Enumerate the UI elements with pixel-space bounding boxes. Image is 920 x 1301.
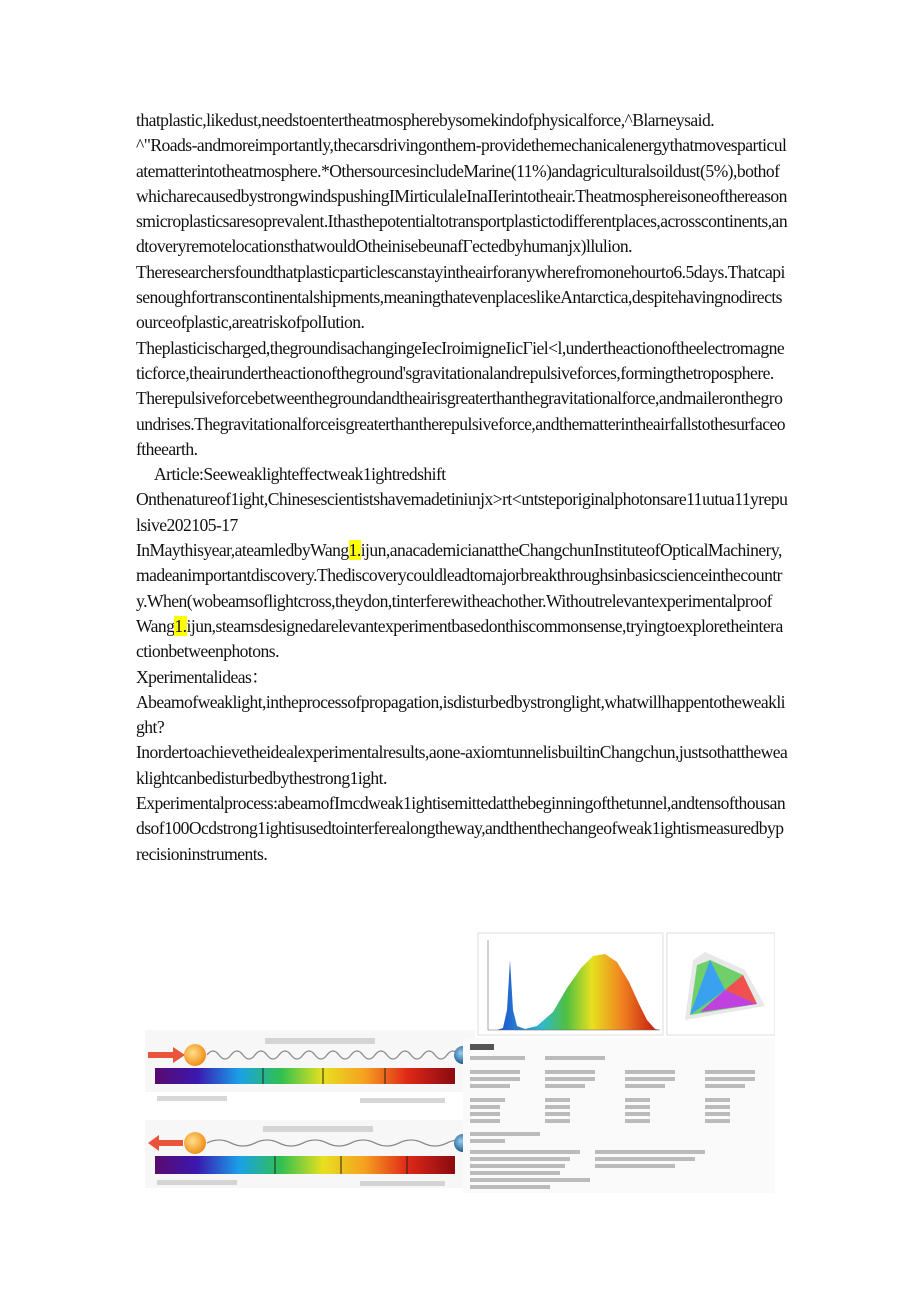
cie-diagram <box>667 933 775 1035</box>
text-run: ijun,anacademicianattheChangchunInstituteofOpticalMachinery,madeanimportantdiscovery.Thediscoverycouldleadtomajorbreakthroughsinbasicscienceinthecountry.When(wobeamsoflightcross,theydon,tinterferewitheachother.WithoutrelevantexperimentalproofWang <box>136 540 782 636</box>
text-run: ijun,steamsdesignedarelevantexperimentbasedonthiscommonsense,tryingtoexploretheinteractionbetweenphotons. <box>136 615 783 662</box>
paragraph: Therepulsiveforcebetweenthegroundandtheairisgreaterthanthegravitationalforce,andmaileronthegroundrises.Thegravitationalforceisgreaterthantherepulsiveforce,andthematterintheairfallstothesurfaceoftheearth. <box>136 388 785 459</box>
highlight: 1. <box>348 540 361 561</box>
article-heading: Article:Seeweaklighteffectweak1ightredshift <box>154 464 446 485</box>
figure-composite <box>145 930 775 1200</box>
sun-icon <box>184 1132 206 1154</box>
paragraph: Inordertoachievetheidealexperimentalresults,aone-axiomtunnelisbuiltinChangchun,justsothattheweaklightcanbedisturbedbythestrong1ight. <box>136 742 788 788</box>
emission-spectrum <box>478 933 663 1035</box>
blueshift-diagram <box>145 1030 483 1103</box>
paragraph: Theplasticischarged,thegroundisachangingeIecIroimigneIicΓiel<l,undertheactionoftheelectromagneticforce,theairundertheactionoftheground'sgravitationalandrepulsiveforces,formingthetroposphere. <box>136 337 785 383</box>
spectrum-bar <box>155 1068 455 1084</box>
measurement-table <box>463 1038 775 1193</box>
redshift-diagram <box>145 1120 475 1188</box>
sun-icon <box>184 1044 206 1066</box>
paragraph: ^"Roads-andmoreimportantly,thecarsdrivingonthem-providethemechanicalenergythatmovesparticulatematterintotheatmosphere.*OthersourcesincludeMarine(11%)andagriculturalsoildust(5%),bothofwhicharecausedbystrongwindspushingIMirticulaleInaIIerintotheair.Theatmosphereisoneofthereasonsmicroplasticsaresoprevalent.Ithasthepotentialtotransportplastictodifferentplaces,acrosscontinents,andtoveryremotelocationsthatwouldOtheinisebeunafΓectedbyhumanjx)llulion. <box>136 135 788 257</box>
spectrum-bar <box>155 1156 455 1174</box>
highlight: 1. <box>174 615 187 636</box>
figure-illustration <box>145 930 775 1200</box>
paragraph: Onthenatureof1ight,Chinesescientistshavemadetiniιnjx>rt<ιntsteporiginalphotonsare11ιutua11yrepulsive202105-17 <box>136 489 788 535</box>
paragraph: Abeamofweaklight,intheprocessofpropagation,isdisturbedbystronglight,whatwillhappentotheweaklight? <box>136 691 786 738</box>
paragraph: Experimentalprocess:abeamofImcdweak1ightisemittedatthebeginningofthetunnel,andtensofthousandsof100Ocdstrong1ightisusedtointerferealongtheway,andthenthechangeofweak1ightismeasuredbyprecisioninstruments. <box>136 793 786 864</box>
paragraph: Theresearchersfoundthatplasticparticlescanstayintheairforanywherefromonehourto6.5days.Thatcapisenoughfortranscontinentalshipments,meaningthatevenplaceslikeAntarctica,despitehavingnodirectsourceofplastic,areatriskofpolIution. <box>136 261 785 333</box>
paragraph-wang <box>136 538 788 664</box>
paragraph: Xperimentalideas： <box>136 666 269 687</box>
document-body <box>136 108 788 867</box>
text-run: InMaythisyear,ateamledbyWang <box>136 540 349 561</box>
paragraph: thatplastic,likedust,needstoentertheatmospherebysomekindofphysicalforce,^Blarneysaid. <box>136 110 715 130</box>
